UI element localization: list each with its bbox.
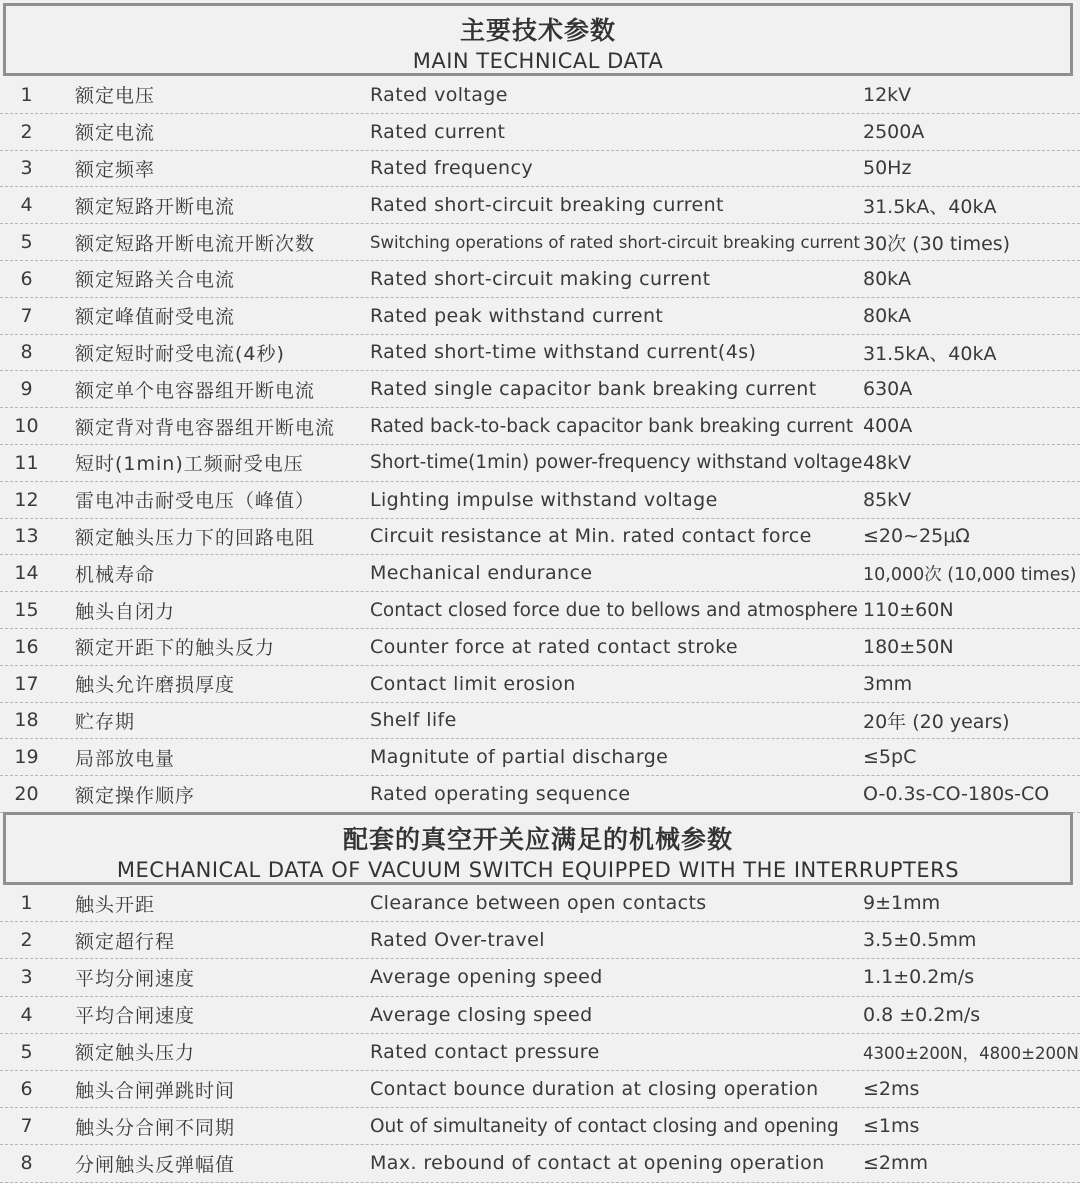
parameter-name-cn: 额定短路开断电流开断次数 [75, 232, 316, 255]
parameter-name-cn: 额定电压 [75, 85, 156, 108]
parameter-name-en: Rated voltage [370, 83, 508, 106]
parameter-name-cn: 额定电流 [75, 122, 156, 145]
parameter-name-cn: 触头允许磨损厚度 [75, 674, 236, 697]
parameter-name-en: Rated peak withstand current [370, 304, 664, 327]
table-row [0, 519, 1080, 556]
parameter-value: O-0.3s-CO-180s-CO [863, 783, 1050, 806]
row-number: 14 [14, 562, 39, 585]
parameter-name-cn: 短时(1min)工频耐受电压 [75, 453, 304, 476]
row-number: 8 [20, 341, 33, 364]
parameter-name-en: Max. rebound of contact at opening operation [370, 1152, 825, 1175]
row-number: 16 [14, 635, 39, 658]
parameter-name-cn: 额定触头压力下的回路电阻 [75, 526, 316, 549]
parameter-value: ≤2mm [863, 1152, 929, 1175]
row-number: 12 [14, 488, 39, 511]
main-title-en: MAIN TECHNICAL DATA [412, 49, 664, 73]
parameter-name-en: Rated Over-travel [370, 929, 545, 952]
parameter-name-cn: 分闸触头反弹幅值 [75, 1153, 236, 1176]
parameter-value: 3.5±0.5mm [863, 929, 977, 952]
parameter-value: 12kV [863, 83, 912, 106]
parameter-name-cn: 平均合闸速度 [75, 1005, 196, 1028]
parameter-name-cn: 机械寿命 [75, 563, 156, 586]
parameter-value: 50Hz [863, 157, 912, 180]
table-row [0, 885, 1080, 922]
parameter-value: 180±50N [863, 635, 954, 658]
parameter-name-cn: 触头合闸弹跳时间 [75, 1079, 236, 1102]
row-number: 7 [20, 304, 33, 327]
row-number: 6 [20, 1078, 33, 1101]
parameter-name-en: Clearance between open contacts [370, 892, 707, 915]
parameter-name-en: Counter force at rated contact stroke [370, 635, 738, 658]
row-number: 3 [20, 157, 33, 180]
parameter-value: ≤2ms [863, 1078, 920, 1101]
parameter-name-cn: 额定背对背电容器组开断电流 [75, 416, 336, 439]
row-number: 4 [20, 1003, 33, 1026]
table-row [0, 224, 1080, 261]
parameter-name-en: Contact closed force due to bellows and atmosphere [370, 599, 858, 621]
parameter-name-cn: 雷电冲击耐受电压（峰值） [75, 490, 316, 513]
parameter-name-en: Short-time(1min) power-frequency withstand voltage [370, 452, 863, 474]
parameter-name-en: Contact bounce duration at closing operation [370, 1078, 819, 1101]
row-number: 7 [20, 1115, 33, 1138]
table-row [0, 408, 1080, 445]
table-row [0, 335, 1080, 372]
table-row [0, 959, 1080, 996]
table-row [0, 482, 1080, 519]
row-number: 11 [14, 451, 39, 474]
parameter-value: 85kV [863, 488, 912, 511]
table-row [0, 776, 1080, 813]
parameter-value: 9±1mm [863, 892, 941, 915]
table-row [0, 666, 1080, 703]
parameter-value: 4300±200N，4800±200N [863, 1043, 1079, 1063]
table-row [0, 298, 1080, 335]
parameter-value: 3mm [863, 672, 913, 695]
table-row [0, 371, 1080, 408]
parameter-name-cn: 额定频率 [75, 158, 156, 181]
table-row [0, 922, 1080, 959]
parameter-value: 48kV [863, 451, 912, 474]
parameter-value: 80kA [863, 304, 912, 327]
parameter-name-en: Lighting impulse withstand voltage [370, 488, 718, 511]
table-row [0, 629, 1080, 666]
parameter-value: 400A [863, 415, 913, 438]
parameter-name-en: Rated operating sequence [370, 783, 631, 806]
table-row [0, 1071, 1080, 1108]
parameter-value: 31.5kA、40kA [863, 342, 997, 365]
parameter-name-en: Rated single capacitor bank breaking current [370, 378, 817, 401]
parameter-value: 630A [863, 378, 913, 401]
row-number: 1 [20, 83, 33, 106]
parameter-name-en: Average closing speed [370, 1003, 593, 1026]
parameter-name-cn: 触头自闭力 [75, 600, 176, 623]
row-number: 17 [14, 672, 39, 695]
parameter-name-en: Rated short-circuit breaking current [370, 194, 724, 217]
parameter-name-cn: 贮存期 [75, 710, 136, 733]
main-title-cn: 主要技术参数 [459, 16, 616, 45]
parameter-name-cn: 额定峰值耐受电流 [75, 306, 236, 329]
parameter-value: 1.1±0.2m/s [863, 966, 975, 989]
row-number: 6 [20, 267, 33, 290]
row-number: 1 [20, 892, 33, 915]
table-row [0, 114, 1080, 151]
parameter-name-cn: 局部放电量 [75, 747, 176, 770]
row-number: 4 [20, 194, 33, 217]
table-row [0, 739, 1080, 776]
parameter-name-cn: 触头分合闸不同期 [75, 1116, 236, 1139]
parameter-name-cn: 额定短时耐受电流(4秒) [75, 342, 285, 365]
parameter-name-cn: 额定操作顺序 [75, 784, 196, 807]
main-technical-data-header [3, 3, 1073, 76]
mechanical-data-table [0, 885, 1080, 1183]
row-number: 18 [14, 709, 39, 732]
parameter-name-en: Rated short-time withstand current(4s) [370, 341, 757, 364]
row-number: 3 [20, 966, 33, 989]
parameter-name-cn: 额定短路开断电流 [75, 195, 236, 218]
parameter-name-en: Rated back-to-back capacitor bank breaking current [370, 415, 854, 437]
row-number: 9 [20, 378, 33, 401]
parameter-value: 20年 (20 years) [863, 710, 1010, 733]
parameter-name-cn: 额定短路关合电流 [75, 269, 236, 292]
mechanical-data-header [3, 812, 1073, 885]
parameter-name-cn: 额定单个电容器组开断电流 [75, 379, 316, 402]
parameter-name-en: Circuit resistance at Min. rated contact force [370, 525, 812, 548]
parameter-name-cn: 额定触头压力 [75, 1042, 196, 1065]
row-number: 8 [20, 1152, 33, 1175]
parameter-value: ≤1ms [863, 1115, 920, 1138]
parameter-name-en: Magnitute of partial discharge [370, 746, 669, 769]
row-number: 5 [20, 1040, 33, 1063]
table-row [0, 1108, 1080, 1145]
table-row [0, 703, 1080, 740]
parameter-value: 110±60N [863, 599, 954, 622]
table-row [0, 261, 1080, 298]
parameter-value: ≤20~25μΩ [863, 525, 970, 548]
mech-title-en: MECHANICAL DATA OF VACUUM SWITCH EQUIPPED WITH THE INTERRUPTERS [116, 858, 960, 882]
row-number: 2 [20, 120, 33, 143]
parameter-value: 30次 (30 times) [863, 232, 1011, 255]
table-row [0, 445, 1080, 482]
parameter-name-cn: 额定超行程 [75, 930, 176, 953]
table-row [0, 187, 1080, 224]
parameter-value: 80kA [863, 267, 912, 290]
parameter-name-cn: 平均分闸速度 [75, 967, 196, 990]
parameter-name-en: Rated frequency [370, 157, 533, 180]
parameter-name-en: Switching operations of rated short-circuit breaking current [370, 232, 861, 252]
row-number: 13 [14, 525, 39, 548]
row-number: 5 [20, 231, 33, 254]
table-row [0, 77, 1080, 114]
parameter-value: 0.8 ±0.2m/s [863, 1003, 981, 1026]
parameter-name-en: Rated current [370, 120, 506, 143]
parameter-name-cn: 额定开距下的触头反力 [75, 637, 276, 660]
row-number: 10 [14, 415, 39, 438]
row-number: 19 [14, 746, 39, 769]
table-row [0, 997, 1080, 1034]
parameter-name-en: Rated short-circuit making current [370, 267, 711, 290]
parameter-value: ≤5pC [863, 746, 917, 769]
table-row [0, 151, 1080, 188]
parameter-value: 10,000次 (10,000 times) [863, 564, 1077, 585]
table-row [0, 1145, 1080, 1182]
parameter-value: 31.5kA、40kA [863, 195, 997, 218]
parameter-name-cn: 触头开距 [75, 893, 156, 916]
table-row [0, 592, 1080, 629]
parameter-name-en: Rated contact pressure [370, 1040, 600, 1063]
parameter-name-en: Contact limit erosion [370, 672, 576, 695]
mech-title-cn: 配套的真空开关应满足的机械参数 [342, 825, 733, 854]
parameter-name-en: Shelf life [370, 709, 457, 732]
parameter-name-en: Average opening speed [370, 966, 603, 989]
main-technical-data-table [0, 77, 1080, 813]
parameter-name-en: Mechanical endurance [370, 562, 593, 585]
row-number: 15 [14, 599, 39, 622]
table-row [0, 1034, 1080, 1071]
row-number: 20 [14, 783, 39, 806]
row-number: 2 [20, 929, 33, 952]
parameter-name-en: Out of simultaneity of contact closing and opening [370, 1115, 839, 1137]
parameter-value: 2500A [863, 120, 925, 143]
table-row [0, 555, 1080, 592]
